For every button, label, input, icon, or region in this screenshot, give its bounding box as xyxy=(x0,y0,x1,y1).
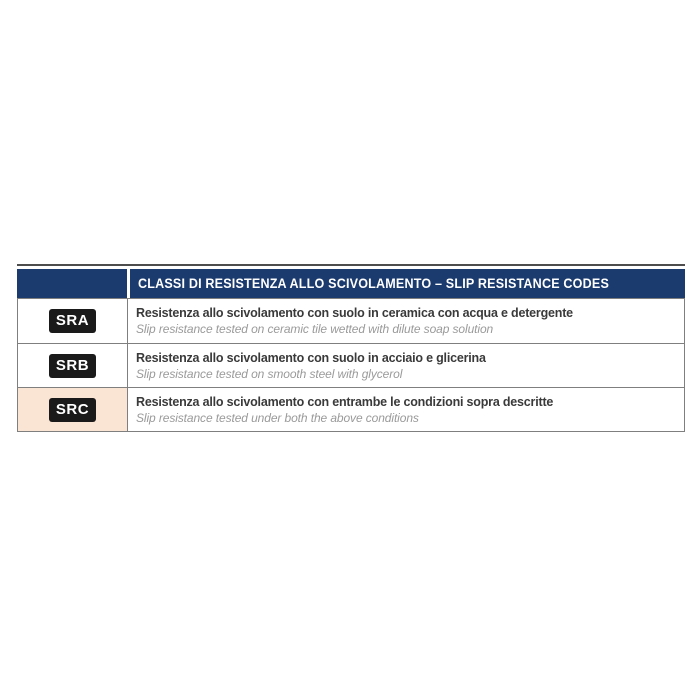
description-italian: Resistenza allo scivolamento con suolo in acciaio e glicerina xyxy=(136,350,486,365)
table-row xyxy=(18,299,684,343)
description-english: Slip resistance tested under both the above conditions xyxy=(136,410,419,425)
description-cell xyxy=(128,388,684,431)
description-english: Slip resistance tested on smooth steel with glycerol xyxy=(136,366,403,381)
description-italian: Resistenza allo scivolamento con entrambe le condizioni sopra descritte xyxy=(136,394,554,409)
code-cell xyxy=(18,388,128,431)
code-cell xyxy=(18,299,128,343)
table-title: CLASSI DI RESISTENZA ALLO SCIVOLAMENTO – SLIP RESISTANCE CODES xyxy=(138,276,610,291)
header-title-cell xyxy=(130,269,685,298)
code-badge: SRC xyxy=(49,398,96,422)
code-cell xyxy=(18,344,128,387)
table-row xyxy=(18,387,684,431)
slip-resistance-table xyxy=(17,264,685,432)
description-english: Slip resistance tested on ceramic tile wetted with dilute soap solution xyxy=(136,322,494,336)
description-cell xyxy=(128,299,684,343)
table-header-row xyxy=(17,269,685,298)
table-row xyxy=(18,343,684,387)
header-code-cell xyxy=(17,269,127,298)
description-cell xyxy=(128,344,684,387)
table-top-rule xyxy=(17,264,685,266)
code-badge: SRB xyxy=(49,354,96,378)
table-body xyxy=(17,298,685,432)
code-badge: SRA xyxy=(49,309,96,333)
description-italian: Resistenza allo scivolamento con suolo in ceramica con acqua e detergente xyxy=(136,306,573,320)
